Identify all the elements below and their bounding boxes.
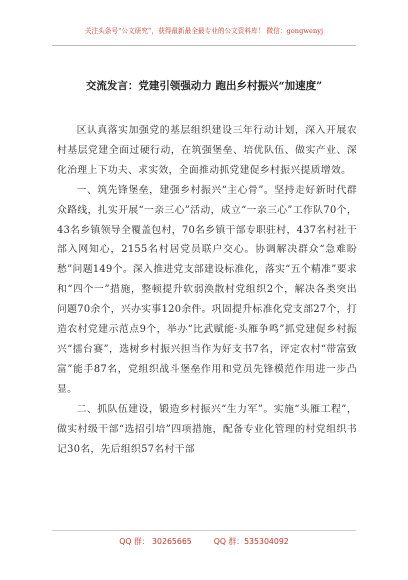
paragraph-section-1: 一、筑先锋堡垒，建强乡村振兴“主心骨”。坚持走好新时代群众路线，扎实开展“一亲三心”活动，成立“一亲三心”工作队70个，43名乡镇领导全覆盖包村，70名乡镇干部专职驻村，437名村社干部入网知心，2155名村居党员联户交心。协调解决群众“急难盼愁”问题149个。深入推进党支部建设标准化，落实“五个精准”要求和“四个一”措施，整顿提升软弱涣散村党组织2个，解决各类突出问题70余个，兴办实事120余件。巩固提升标准化党支部27个，打造农村党建示范点9个，举办“比武赋能·头雁争鸣”抓党建促乡村振兴“擂台赛”，选树乡村振兴担当作为好支书7名，评定农村“带富致富”能手87名，党组织战斗堡垒作用和党员先锋模范作用进一步凸显。 — [57, 184, 357, 395]
document-title: 交流发言：党建引领强动力 跑出乡村振兴“加速度” — [85, 80, 323, 92]
paragraph-intro: 区认真落实加强党的基层组织建设三年行动计划，深入开展农村基层党建全面过硬行动，在筑强堡垒、培优队伍、做实产业、深化治理上下功夫、求实效，全面推动抓党建促乡村振兴提质增效。 — [57, 125, 357, 176]
header-banner: 关注头条号“公文研究”，获得最新最全最专业的公文资料库！ 微信：gongwenyj — [84, 27, 324, 35]
footer-contacts — [0, 536, 408, 547]
document-body — [57, 121, 357, 459]
footer-divider — [52, 530, 356, 531]
footer-qq-group-2: QQ 群：535304092 — [213, 537, 289, 546]
paragraph-section-2: 二、抓队伍建设，锻造乡村振兴“生力军”。实施“头雁工程”，做实村级干部“选招引培”四项措施，配备专业化管理的村党组织书记30名，先后组织57名村干部 — [57, 403, 357, 455]
footer-qq-group-1: QQ 群： 30265665 — [119, 537, 192, 546]
header-divider — [52, 45, 356, 46]
